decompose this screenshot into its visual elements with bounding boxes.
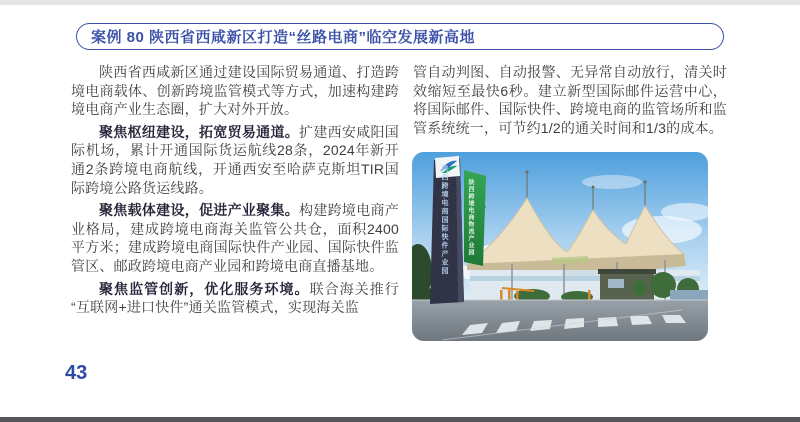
paragraph-hub-lead: 聚焦枢纽建设，拓宽贸易通道。 xyxy=(99,123,300,140)
paragraph-supervision-text: 联合海关推行“互联网+进口快件”通关监管模式，实现海关监 xyxy=(71,280,399,316)
paragraph-supervision-lead: 聚焦监管创新，优化服务环境。 xyxy=(99,280,310,297)
paragraph-supervision-continuation xyxy=(413,63,727,137)
photo-banner-sign-text: 陕西跨境电商物流产业园 xyxy=(467,179,473,256)
paragraph-supervision xyxy=(71,280,399,317)
paragraph-hub xyxy=(71,123,399,197)
text-column-right xyxy=(413,63,727,141)
paragraph-carrier xyxy=(71,201,399,275)
case-title-banner xyxy=(76,23,724,50)
photo-industrial-park-entrance xyxy=(412,152,708,341)
page-number: 43 xyxy=(65,362,88,384)
page-top-edge xyxy=(0,0,800,5)
paragraph-hub-text: 扩建西安咸阳国际机场，累计开通国际货运航线28条，2024年新开通2条跨境电商航线，开通西安至哈萨克斯坦TIR国际跨境公路货运线路。 xyxy=(71,123,399,196)
photo-pillar-sign-text: 陕西跨境电商国际快件产业园 xyxy=(441,165,448,276)
paragraph-supervision-continuation-text: 管自动判图、自动报警、无异常自动放行，清关时效缩短至最快6秒。建立新型国际邮件运营中心，将国际邮件、国际快件、跨境电商的监管场所和监管系统统一，可节约1/2的通关时间和1/3的成本。 xyxy=(413,64,727,136)
window-bottom-edge xyxy=(0,417,800,422)
paragraph-carrier-lead: 聚焦载体建设，促进产业聚集。 xyxy=(99,202,300,219)
paragraph-carrier-text: 构建跨境电商产业格局，建成跨境电商海关监管公共仓，面积2400平方米；建成跨境电商国际快件产业园、国际快件监管区、邮政跨境电商产业园和跨境电商直播基地。 xyxy=(71,202,399,274)
text-column-left xyxy=(71,63,399,321)
paragraph-intro-text: 陕西省西咸新区通过建设国际贸易通道、打造跨境电商载体、创新跨境监管模式等方式，加速构建跨境电商产业生态圈，扩大对外开放。 xyxy=(71,64,399,118)
paragraph-intro xyxy=(71,63,399,119)
photo-illustration xyxy=(412,152,708,341)
page-title: 案例 80 陕西省西咸新区打造“丝路电商”临空发展新高地 xyxy=(91,29,476,46)
